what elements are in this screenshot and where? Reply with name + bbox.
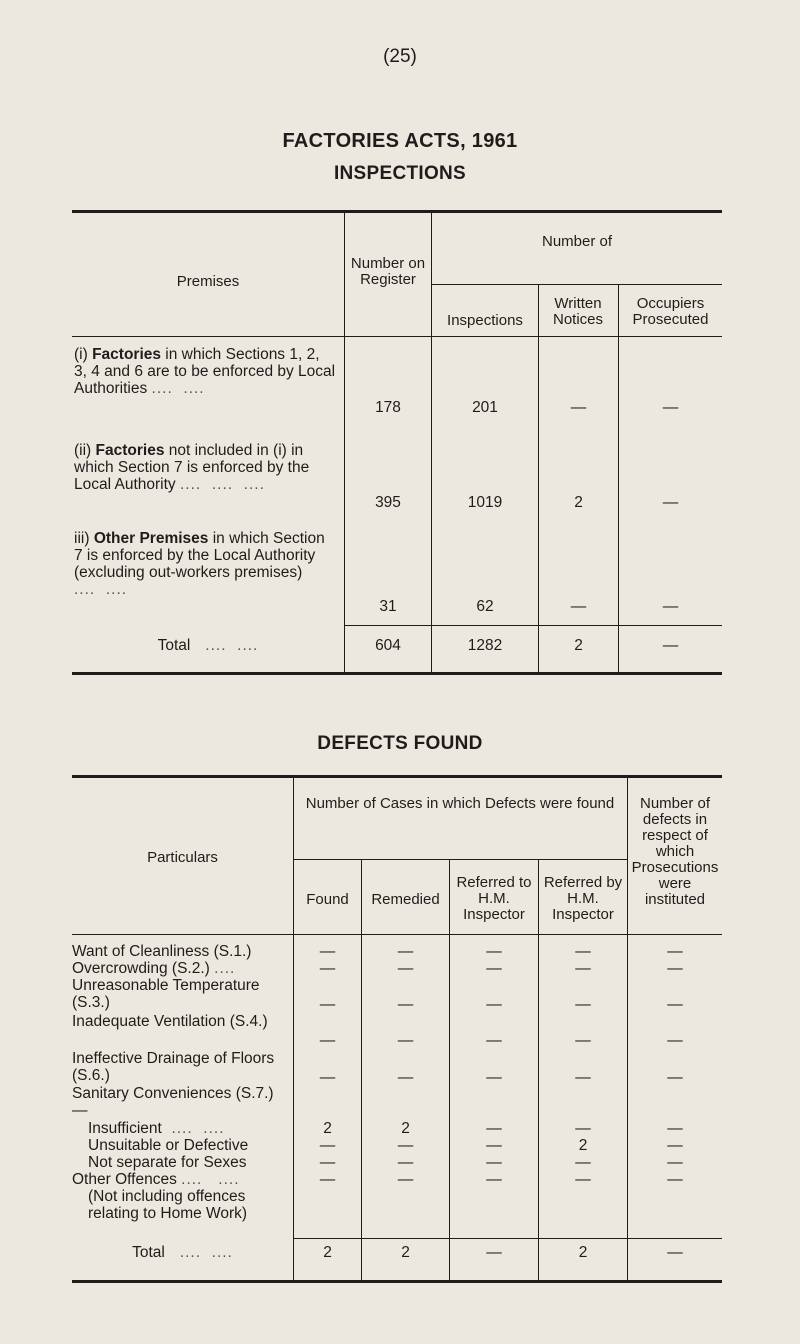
inspection-row-prosecuted: — xyxy=(662,494,679,511)
inspection-total-label: Total .... .... xyxy=(157,637,259,654)
header-prosecutions: Number of defects in respect of which Prosecutions were instituted xyxy=(631,795,719,908)
inspection-row-notices: — xyxy=(570,598,587,615)
page-title: FACTORIES ACTS, 1961 xyxy=(282,130,518,152)
defect-remedied: — xyxy=(397,943,414,960)
rule-top xyxy=(72,210,722,213)
header-referred-to: Referred to H.M. Inspector xyxy=(456,874,532,923)
inspection-row-inspections: 1019 xyxy=(467,494,503,511)
defect-prosecutions: — xyxy=(667,996,683,1013)
defect-referred-to: — xyxy=(486,960,502,977)
defect-label: Inadequate Ventilation (S.4.) xyxy=(72,1013,268,1030)
defect-referred-by: — xyxy=(575,1154,591,1171)
defect-label: Want of Cleanliness (S.1.) xyxy=(72,943,252,960)
defect-found: — xyxy=(319,960,336,977)
defect-referred-to: — xyxy=(486,1154,502,1171)
defect-label: Not separate for Sexes xyxy=(88,1154,247,1171)
defect-total-label: Total .... .... xyxy=(132,1244,233,1261)
header-inspections: Inspections xyxy=(447,312,523,329)
defect-label: Unsuitable or Defective xyxy=(88,1137,249,1154)
defect-found: — xyxy=(319,1154,336,1171)
inspection-row-register: 395 xyxy=(375,494,401,511)
defects-title: DEFECTS FOUND xyxy=(317,733,483,754)
defect-remedied: — xyxy=(397,996,414,1013)
header-written-notices: Written Notices xyxy=(552,295,604,328)
defect-prosecutions: — xyxy=(667,1069,683,1086)
defect-referred-to: — xyxy=(486,1120,502,1137)
defect-remedied: — xyxy=(397,1069,414,1086)
vrule-1 xyxy=(293,778,294,1280)
defect-referred-by: — xyxy=(575,943,591,960)
defect-referred-to: — xyxy=(486,1032,502,1049)
defect-label: (Not including offences relating to Home Work) xyxy=(88,1188,248,1222)
defect-remedied: 2 xyxy=(401,1120,410,1137)
defect-referred-by: — xyxy=(575,960,591,977)
defect-prosecutions: — xyxy=(667,1032,683,1049)
rule-total-top xyxy=(345,625,722,626)
page-number: (25) xyxy=(383,46,417,67)
defect-label: Overcrowding (S.2.) .... xyxy=(72,960,236,977)
defect-label: Unreasonable Temperature (S.3.) xyxy=(72,977,260,1011)
header-number-of: Number of xyxy=(541,233,613,250)
defect-referred-by: 2 xyxy=(578,1137,588,1154)
defect-remedied: — xyxy=(397,1032,414,1049)
defect-label: Sanitary Conveniences (S.7.)— xyxy=(72,1085,274,1119)
header-particulars: Particulars xyxy=(147,849,218,866)
inspection-row-notices: 2 xyxy=(574,494,583,511)
defect-label: Other Offences .... .... xyxy=(72,1171,240,1188)
defect-remedied: — xyxy=(397,1137,414,1154)
rule-subheader xyxy=(294,859,628,860)
defect-label: Ineffective Drainage of Floors (S.6.) xyxy=(72,1050,275,1084)
rule-bottom xyxy=(72,672,722,675)
defect-found: — xyxy=(319,1032,336,1049)
defect-referred-to: — xyxy=(486,1069,502,1086)
defect-remedied: — xyxy=(397,1154,414,1171)
vrule-5 xyxy=(627,778,628,1280)
inspection-row-prosecuted: — xyxy=(662,399,679,416)
defect-prosecutions: — xyxy=(667,960,683,977)
inspection-total-prosecuted: — xyxy=(662,637,679,654)
inspection-row-inspections: 62 xyxy=(476,598,494,615)
defect-prosecutions: — xyxy=(667,1137,683,1154)
header-number-on-register: Number on Register xyxy=(350,255,426,288)
defect-remedied: — xyxy=(397,1171,414,1188)
header-cases-group: Number of Cases in which Defects were found xyxy=(305,795,615,812)
defect-prosecutions: — xyxy=(667,1120,683,1137)
header-occupiers-prosecuted: Occupiers Prosecuted xyxy=(632,295,709,328)
defect-found: — xyxy=(319,1137,336,1154)
defect-referred-to: — xyxy=(486,943,502,960)
defect-referred-by: — xyxy=(575,1069,591,1086)
defect-found: — xyxy=(319,1069,336,1086)
header-premises: Premises xyxy=(176,273,240,290)
rule-bottom xyxy=(72,1280,722,1283)
defect-label: Insufficient .... .... xyxy=(88,1120,225,1137)
inspections-title: INSPECTIONS xyxy=(333,163,467,184)
defect-referred-by: — xyxy=(575,996,591,1013)
defect-prosecutions: — xyxy=(667,1171,683,1188)
defect-prosecutions: — xyxy=(667,943,683,960)
defect-found: — xyxy=(319,1171,336,1188)
inspection-row-label: iii) Other Premises in which Section 7 is enforced by the Local Authority (excluding out-workers premises) .... .... xyxy=(74,530,325,598)
defect-referred-to: — xyxy=(486,1137,502,1154)
inspection-row-inspections: 201 xyxy=(472,399,498,416)
defect-remedied: — xyxy=(397,960,414,977)
defect-referred-by: — xyxy=(575,1120,591,1137)
inspection-row-register: 178 xyxy=(375,399,401,416)
defect-prosecutions: — xyxy=(667,1154,683,1171)
inspection-total-inspections: 1282 xyxy=(467,637,503,654)
defect-referred-to: — xyxy=(486,1171,502,1188)
header-referred-by: Referred by H.M. Inspector xyxy=(543,874,623,923)
defect-referred-by: — xyxy=(575,1032,591,1049)
inspection-row-label: (ii) Factories not included in (i) in which Section 7 is enforced by the Local Authority .... .... .... xyxy=(74,442,310,493)
inspection-row-prosecuted: — xyxy=(662,598,679,615)
header-found: Found xyxy=(306,891,349,908)
inspection-total-register: 604 xyxy=(375,637,401,654)
header-remedied: Remedied xyxy=(371,891,440,908)
defect-total-remedied: 2 xyxy=(401,1244,410,1261)
inspection-total-notices: 2 xyxy=(574,637,583,654)
defect-referred-by: — xyxy=(575,1171,591,1188)
rule-header-bottom xyxy=(72,336,722,337)
defect-found: — xyxy=(319,996,336,1013)
inspection-row-register: 31 xyxy=(379,598,397,615)
rule-header-bottom xyxy=(72,934,722,935)
defect-total-referred-to: — xyxy=(486,1244,502,1261)
rule-subheader xyxy=(432,284,722,285)
rule-top xyxy=(72,775,722,778)
defect-referred-to: — xyxy=(486,996,502,1013)
defect-found: 2 xyxy=(323,1120,332,1137)
inspection-row-notices: — xyxy=(570,399,587,416)
defect-total-found: 2 xyxy=(323,1244,332,1261)
defect-total-prosecutions: — xyxy=(667,1244,683,1261)
inspection-row-label: (i) Factories in which Sections 1, 2, 3, 4 and 6 are to be enforced by Local Authorities .... .... xyxy=(74,346,336,397)
rule-total-top xyxy=(294,1238,722,1239)
defect-total-referred-by: 2 xyxy=(578,1244,588,1261)
defect-found: — xyxy=(319,943,336,960)
